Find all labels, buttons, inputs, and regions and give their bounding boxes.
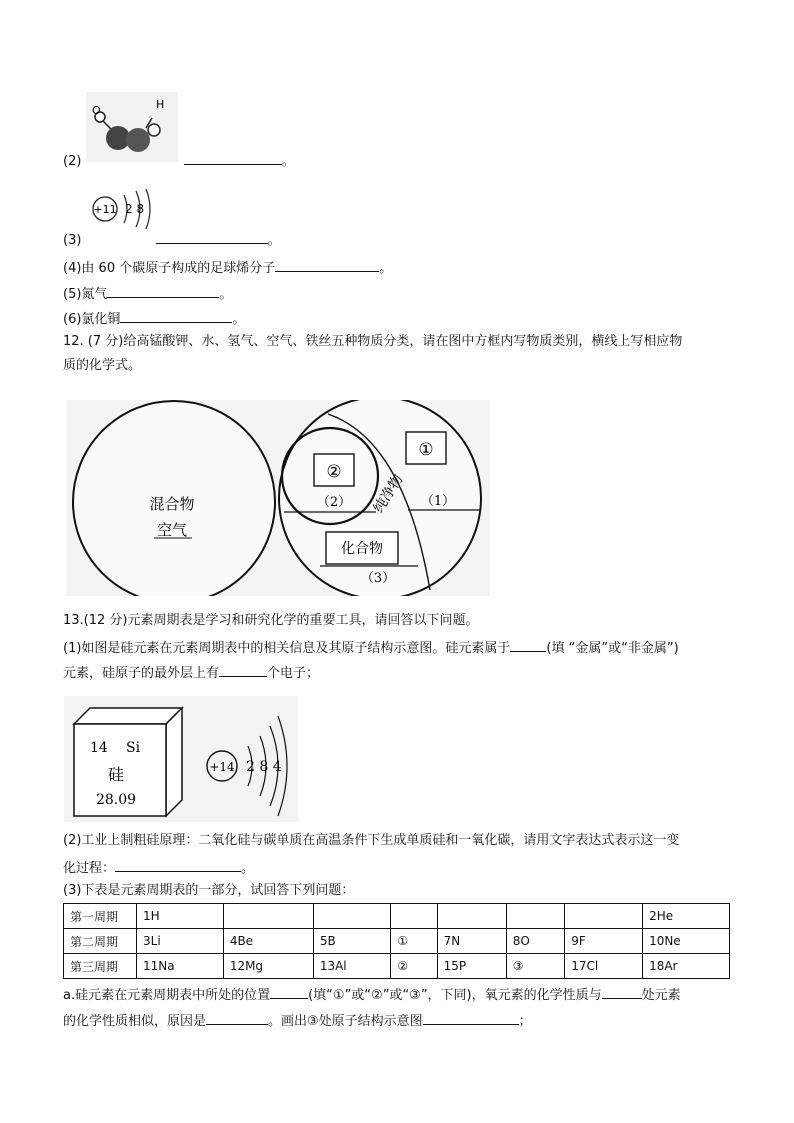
q13-part3a-line1: a.硅元素在元素周期表中所处的位置 (填“①”或“②”或“③”，下同)，氧元素的化学性质与 处元素 [63,985,681,1005]
table-cell: 15P [437,954,506,979]
table-cell: ③ [506,954,565,979]
q12-line2: 质的化学式。 [63,358,142,373]
item-label: (3) [63,233,82,248]
q13-part3a-line2: 的化学性质相似，原因是 。画出③处原子结构示意图 ； [63,1011,532,1031]
answer-blank[interactable] [184,151,282,165]
q11-item4: (4)由 60 个碳原子构成的足球烯分子 。 [63,258,392,278]
item-label: (2) [63,154,82,169]
table-cell: 9F [565,929,643,954]
nucleus-charge: +11 [93,203,117,216]
q13-part2-line1: (2)工业上制粗硅原理：二氧化硅与碳单质在高温条件下生成单质硅和一氧化碳，请用文字表达式表示这一变 [63,833,680,848]
si-symbol: Si [126,740,141,756]
label-3: （3） [360,571,396,586]
q11-item3: (3) 。 [63,230,281,250]
compound-label: 化合物 [341,541,383,557]
electron-shells: 2 8 [125,202,145,216]
table-cell [565,904,643,929]
q12-line1: 12. (7 分)给高锰酸钾、水、氢气、空气、铁丝五种物质分类，请在图中方框内写物质类别，横线上写相应物 [63,334,683,349]
table-cell: 1H [137,904,224,929]
table-cell [391,904,437,929]
box-2: ② [326,462,342,482]
label-1: （1） [420,494,456,509]
atom-label-o: O [92,104,101,117]
period-label: 第一周期 [64,904,137,929]
table-cell [437,904,506,929]
period-label: 第二周期 [64,929,137,954]
table-row [64,929,730,954]
answer-blank[interactable] [156,230,268,244]
label-2: （2） [316,495,352,510]
table-cell [223,904,313,929]
q11-item5: (5)氮气 。 [63,284,232,304]
q13-part2-line2: 化过程： 。 [63,858,254,878]
table-cell: 13Al [313,954,390,979]
period-label: 第三周期 [64,954,137,979]
si-atomic-mass: 28.09 [95,792,137,808]
table-cell: 10Ne [643,929,730,954]
answer-blank[interactable] [275,258,379,272]
table-cell: 3Li [137,929,224,954]
table-cell: 17Cl [565,954,643,979]
answer-blank[interactable] [270,985,308,999]
answer-blank[interactable] [120,309,232,323]
table-cell [506,904,565,929]
si-name: 硅 [107,765,125,784]
classification-diagram [66,400,490,596]
q13-part1-line1: (1)如图是硅元素在元素周期表中的相关信息及其原子结构示意图。硅元素属于 (填 “金属”或“非金属”) [63,638,679,658]
si-atomic-number: 14 [90,740,108,756]
box-1: ① [418,440,434,460]
answer-blank[interactable] [115,858,241,872]
atom-label-h: H [156,98,165,111]
table-cell: 7N [437,929,506,954]
answer-blank[interactable] [510,638,546,652]
table-cell: 11Na [137,954,224,979]
table-cell: ② [391,954,437,979]
answer-blank[interactable] [219,663,267,677]
periodic-table-excerpt [63,903,730,979]
table-row [64,904,730,929]
q13-title: 13.(12 分)元素周期表是学习和研究化学的重要工具，请回答以下问题。 [63,613,479,628]
table-cell: 8O [506,929,565,954]
answer-blank[interactable] [206,1011,268,1025]
table-cell: 5B [313,929,390,954]
table-row [64,954,730,979]
q11-item2: (2) 。 [63,151,295,171]
mixture-label: 混合物 [149,495,195,513]
q13-part3-intro: (3)下表是元素周期表的一部分，试回答下列问题： [63,883,355,898]
table-cell: 12Mg [223,954,313,979]
si-electron-shells: 2 8 4 [246,759,282,775]
q11-item6: (6)氯化铜 。 [63,309,245,329]
answer-blank[interactable] [107,284,219,298]
q13-part1-line2: 元素，硅原子的最外层上有 个电子； [63,663,319,683]
table-cell [313,904,390,929]
table-cell: ① [391,929,437,954]
answer-blank[interactable] [602,985,642,999]
si-nucleus-charge: +14 [209,760,235,774]
table-cell: 4Be [223,929,313,954]
sodium-atom-figure [88,183,154,233]
table-cell: 18Ar [643,954,730,979]
silicon-figure [64,696,298,822]
pure-substance-label: 纯净物 [370,471,407,516]
table-cell: 2He [643,904,730,929]
mixture-example: 空气 [156,521,188,539]
answer-blank[interactable] [423,1011,519,1025]
